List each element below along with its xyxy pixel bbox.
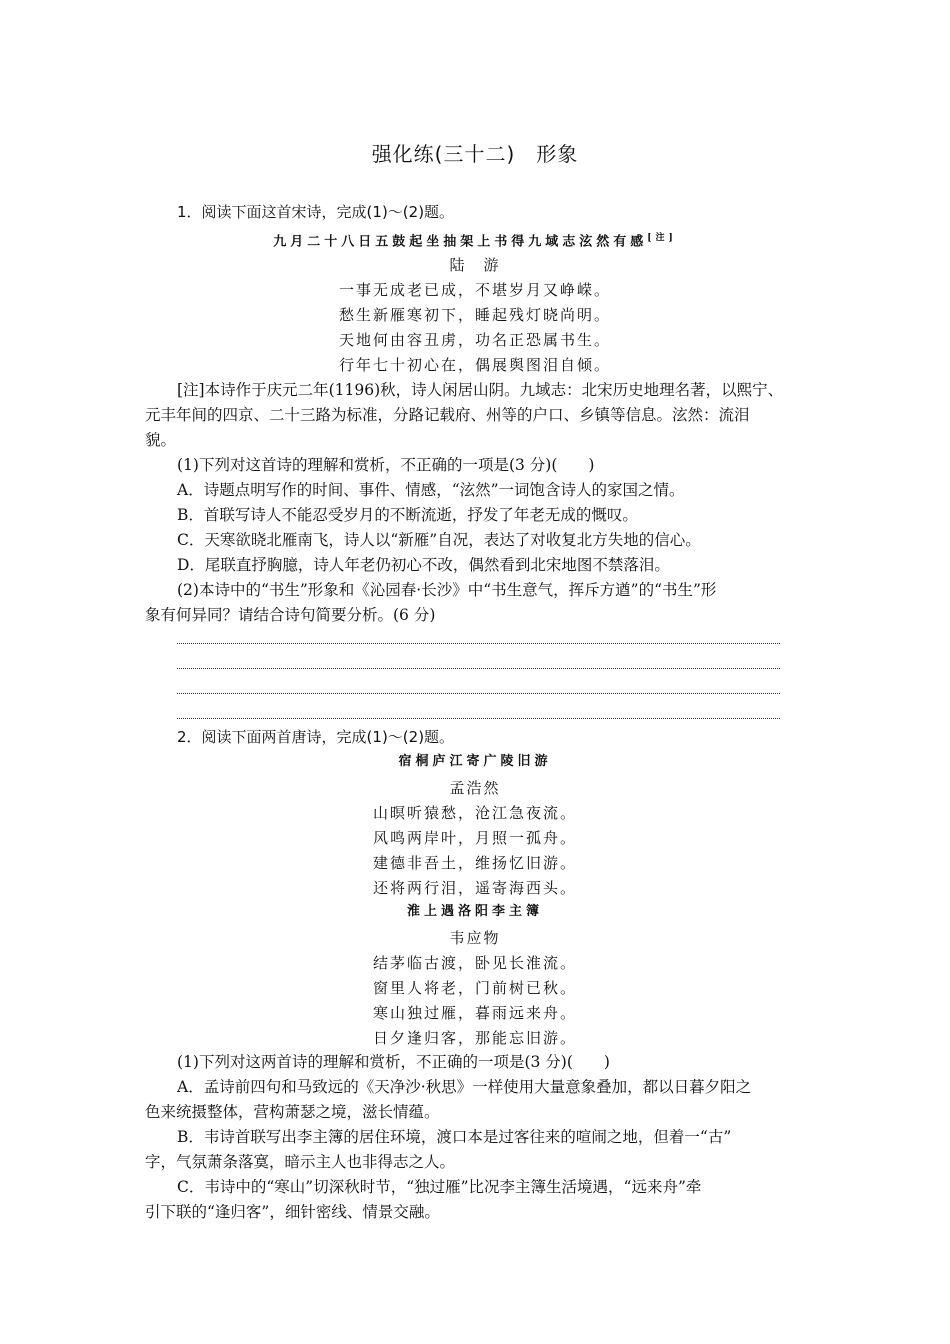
sub-question-1: (1)下列对这首诗的理解和赏析，不正确的一项是(3 分)( ) (177, 456, 595, 474)
poem-author: 孟浩然 (449, 779, 501, 797)
question-1-heading: 1．阅读下面这首宋诗，完成(1)～(2)题。 (177, 203, 455, 221)
poem-title (145, 226, 805, 254)
poem-line: 风鸣两岸叶，月照一孤舟。 (372, 829, 577, 847)
poem-title-note-mark: [注] (647, 233, 677, 243)
poem-title-text: 九月二十八日五鼓起坐抽架上书得九域志泫然有感 (273, 234, 648, 250)
page-title: 强化练(三十二) 形象 (371, 142, 579, 166)
poem-note: 貌。 (145, 431, 177, 449)
option-d: D．尾联直抒胸臆，诗人年老仍初心不改，偶然看到北宋地图不禁落泪。 (177, 556, 670, 574)
sub-question-1: (1)下列对这两首诗的理解和赏析，不正确的一项是(3 分)( ) (177, 1053, 610, 1071)
poem-line: 寒山独过雁，暮雨远来舟。 (372, 1004, 577, 1022)
answer-line[interactable] (177, 718, 780, 719)
answer-line[interactable] (177, 693, 780, 694)
poem-author: 韦应物 (449, 929, 501, 947)
poem-author: 陆 游 (449, 256, 501, 274)
poem-line: 还将两行泪，遥寄海西头。 (372, 879, 577, 897)
option-b-cont: 字，气氛萧条落寞，暗示主人也非得志之人。 (145, 1153, 456, 1171)
option-c-cont: 引下联的“逢归客”，细针密线、情景交融。 (145, 1203, 440, 1221)
poem-line: 建德非吾土，维扬忆旧游。 (372, 854, 577, 872)
option-b: B．首联写诗人不能忍受岁月的不断流逝，抒发了年老无成的慨叹。 (177, 506, 638, 524)
option-a: A．孟诗前四句和马致远的《天净沙·秋思》一样使用大量意象叠加，都以日暮夕阳之 (177, 1078, 752, 1096)
poem-line: 日夕逢归客，那能忘旧游。 (372, 1029, 577, 1047)
poem-line: 结茅临古渡，卧见长淮流。 (372, 954, 577, 972)
question-2-heading: 2．阅读下面两首唐诗，完成(1)～(2)题。 (177, 728, 455, 746)
poem-line: 一事无成老已成，不堪岁月又峥嵘。 (338, 281, 611, 299)
poem-note: 元丰年间的四京、二十三路为标准，分路记载府、州等的户口、乡镇等信息。泫然：流泪 (145, 406, 750, 424)
option-a: A．诗题点明写作的时间、事件、情感，“泫然”一词饱含诗人的家国之情。 (177, 481, 685, 499)
option-a-cont: 色来统摄整体，营构萧瑟之境，滋长情蕴。 (145, 1103, 440, 1121)
poem-line: 窗里人将老，门前树已秋。 (372, 979, 577, 997)
poem-line: 愁生新雁寒初下，睡起残灯晓尚明。 (338, 306, 611, 324)
answer-line[interactable] (177, 643, 780, 644)
poem-title: 淮上遇洛阳李主簿 (406, 904, 543, 919)
sub-question-2: (2)本诗中的“书生”形象和《沁园春·长沙》中“书生意气，挥斥方遒”的“书生”形 (177, 581, 717, 599)
poem-title: 宿桐庐江寄广陵旧游 (398, 754, 552, 769)
poem-line: 行年七十初心在，偶展舆图泪自倾。 (338, 356, 611, 374)
option-c: C．天寒欲晓北雁南飞，诗人以“新雁”自况，表达了对收复北方失地的信心。 (177, 531, 701, 549)
option-c: C．韦诗中的“寒山”切深秋时节，“独过雁”比况李主簿生活境遇，“远来舟”牵 (177, 1178, 702, 1196)
answer-line[interactable] (177, 668, 780, 669)
sub-question-2-cont: 象有何异同？请结合诗句简要分析。(6 分) (145, 606, 436, 624)
poem-line: 山暝听猿愁，沧江急夜流。 (372, 804, 577, 822)
option-b: B．韦诗首联写出李主簿的居住环境，渡口本是过客往来的喧闹之地，但着一“古” (177, 1128, 732, 1146)
poem-line: 天地何由容丑虏，功名正恐属书生。 (338, 331, 611, 349)
poem-note: [注]本诗作于庆元二年(1196)秋，诗人闲居山阴。九域志：北宋历史地理名著，以熙宁、 (177, 381, 784, 399)
